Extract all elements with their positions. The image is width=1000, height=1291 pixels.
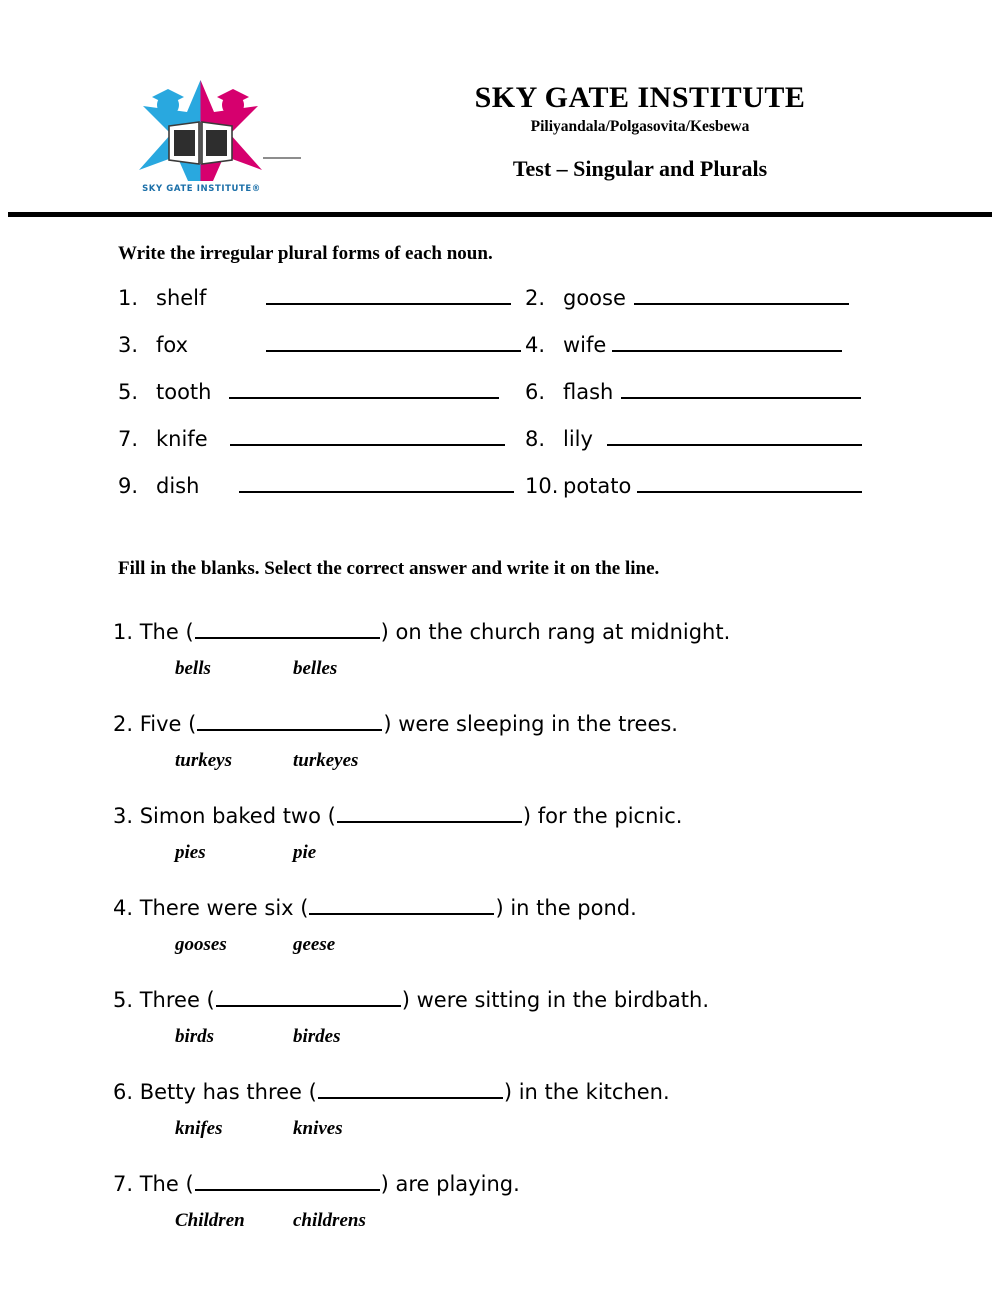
question-text-before-blank: 2. Five ( [113, 712, 197, 736]
answer-blank[interactable] [637, 471, 862, 493]
noun-word: wife [563, 333, 607, 357]
noun-number: 5. [118, 380, 139, 404]
question-text-before-blank: 4. There were six ( [113, 896, 309, 920]
answer-blank[interactable] [266, 330, 521, 352]
noun-number: 1. [118, 286, 139, 310]
question-text-before-blank: 1. The ( [113, 620, 194, 644]
question-item [0, 894, 1000, 986]
noun-word: goose [563, 286, 626, 310]
noun-word: knife [156, 427, 208, 451]
noun-row [0, 283, 1000, 330]
section-irregular-plurals [0, 243, 1000, 518]
answer-blank[interactable] [621, 377, 861, 399]
institute-name: SKY GATE INSTITUTE [474, 81, 806, 114]
noun-item [525, 377, 861, 404]
section-fill-in-blanks [0, 558, 1000, 1262]
answer-option[interactable]: knifes [175, 1118, 223, 1139]
question-text-before-blank: 3. Simon baked two ( [113, 804, 336, 828]
answer-option[interactable]: turkeyes [293, 750, 359, 771]
question-sentence [113, 986, 1000, 1026]
question-item [0, 986, 1000, 1078]
question-sentence [113, 1170, 1000, 1210]
noun-number: 2. [525, 286, 546, 310]
answer-option[interactable]: gooses [175, 934, 227, 955]
star-icon [133, 78, 268, 183]
answer-blank[interactable] [239, 471, 514, 493]
answer-blank[interactable] [607, 424, 862, 446]
question-item [0, 1170, 1000, 1262]
noun-word: potato [563, 474, 632, 498]
answer-blank[interactable] [612, 330, 842, 352]
noun-row [0, 424, 1000, 471]
answer-option[interactable]: bells [175, 658, 211, 679]
institute-logo [133, 78, 268, 206]
answer-blank[interactable] [195, 1170, 380, 1191]
question-item [0, 1078, 1000, 1170]
question-list [0, 618, 1000, 1262]
institute-branches: Piliyandala/Polgasovita/Kesbewa [530, 118, 750, 136]
question-item [0, 802, 1000, 894]
logo-star-graphic [133, 78, 268, 186]
answer-option[interactable]: birds [175, 1026, 215, 1047]
answer-option[interactable]: belles [293, 658, 338, 679]
question-text-before-blank: 5. Three ( [113, 988, 215, 1012]
answer-blank[interactable] [197, 710, 382, 731]
question-sentence [113, 802, 1000, 842]
question-text-before-blank: 7. The ( [113, 1172, 194, 1196]
logo-tagline: SKY GATE INSTITUTE® [142, 184, 261, 194]
answer-option[interactable]: birdes [293, 1026, 341, 1047]
noun-item [525, 471, 862, 498]
answer-options [175, 934, 1000, 982]
noun-item [525, 283, 849, 310]
question-sentence [113, 1078, 1000, 1118]
answer-option[interactable]: childrens [293, 1210, 366, 1231]
question-text-after-blank: ) are playing. [380, 1172, 520, 1196]
noun-number: 4. [525, 333, 546, 357]
answer-blank[interactable] [216, 986, 401, 1007]
answer-options [175, 658, 1000, 706]
noun-word: shelf [156, 286, 207, 310]
noun-item [525, 424, 862, 451]
question-sentence [113, 894, 1000, 934]
noun-item [118, 424, 505, 451]
answer-blank[interactable] [266, 283, 511, 305]
answer-blank[interactable] [309, 894, 494, 915]
answer-blank[interactable] [318, 1078, 503, 1099]
noun-item [118, 330, 521, 357]
noun-word: flash [563, 380, 614, 404]
logo-divider-dash [263, 157, 301, 159]
noun-word: lily [563, 427, 593, 451]
noun-number: 7. [118, 427, 139, 451]
section2-instruction: Fill in the blanks. Select the correct answer and write it on the line. [118, 558, 660, 579]
answer-options [175, 1118, 1000, 1166]
noun-number: 3. [118, 333, 139, 357]
noun-item [118, 283, 511, 310]
question-text-after-blank: ) on the church rang at midnight. [380, 620, 731, 644]
noun-word: dish [156, 474, 200, 498]
answer-blank[interactable] [337, 802, 522, 823]
answer-options [175, 1210, 1000, 1258]
answer-blank[interactable] [195, 618, 380, 639]
question-text-after-blank: ) in the pond. [495, 896, 637, 920]
question-text-before-blank: 6. Betty has three ( [113, 1080, 317, 1104]
answer-blank[interactable] [230, 424, 505, 446]
answer-option[interactable]: pies [175, 842, 206, 863]
answer-option[interactable]: pie [293, 842, 317, 863]
question-text-after-blank: ) for the picnic. [522, 804, 683, 828]
noun-number: 10. [525, 474, 559, 498]
answer-options [175, 750, 1000, 798]
header-divider-rule [8, 212, 992, 217]
noun-word: tooth [156, 380, 212, 404]
answer-options [175, 842, 1000, 890]
noun-number: 6. [525, 380, 546, 404]
answer-option[interactable]: knives [293, 1118, 343, 1139]
noun-number: 8. [525, 427, 546, 451]
noun-word: fox [156, 333, 189, 357]
header-title-block [330, 82, 950, 182]
noun-row [0, 377, 1000, 424]
noun-item [525, 330, 842, 357]
question-text-after-blank: ) were sitting in the birdbath. [401, 988, 709, 1012]
question-item [0, 710, 1000, 802]
question-sentence [113, 710, 1000, 750]
question-sentence [113, 618, 1000, 658]
page-header [0, 0, 1000, 220]
answer-blank[interactable] [634, 283, 849, 305]
question-item [0, 618, 1000, 710]
question-text-after-blank: ) were sleeping in the trees. [383, 712, 678, 736]
page-title: Test – Singular and Plurals [512, 156, 768, 182]
answer-option[interactable]: turkeys [175, 750, 232, 771]
answer-options [175, 1026, 1000, 1074]
noun-item [118, 471, 514, 498]
question-text-after-blank: ) in the kitchen. [503, 1080, 670, 1104]
answer-option[interactable]: Children [175, 1210, 245, 1231]
answer-option[interactable]: geese [293, 934, 336, 955]
answer-blank[interactable] [229, 377, 499, 399]
noun-item [118, 377, 499, 404]
noun-list [0, 283, 1000, 518]
noun-row [0, 471, 1000, 518]
noun-number: 9. [118, 474, 139, 498]
noun-row [0, 330, 1000, 377]
section1-instruction: Write the irregular plural forms of each noun. [118, 243, 493, 264]
